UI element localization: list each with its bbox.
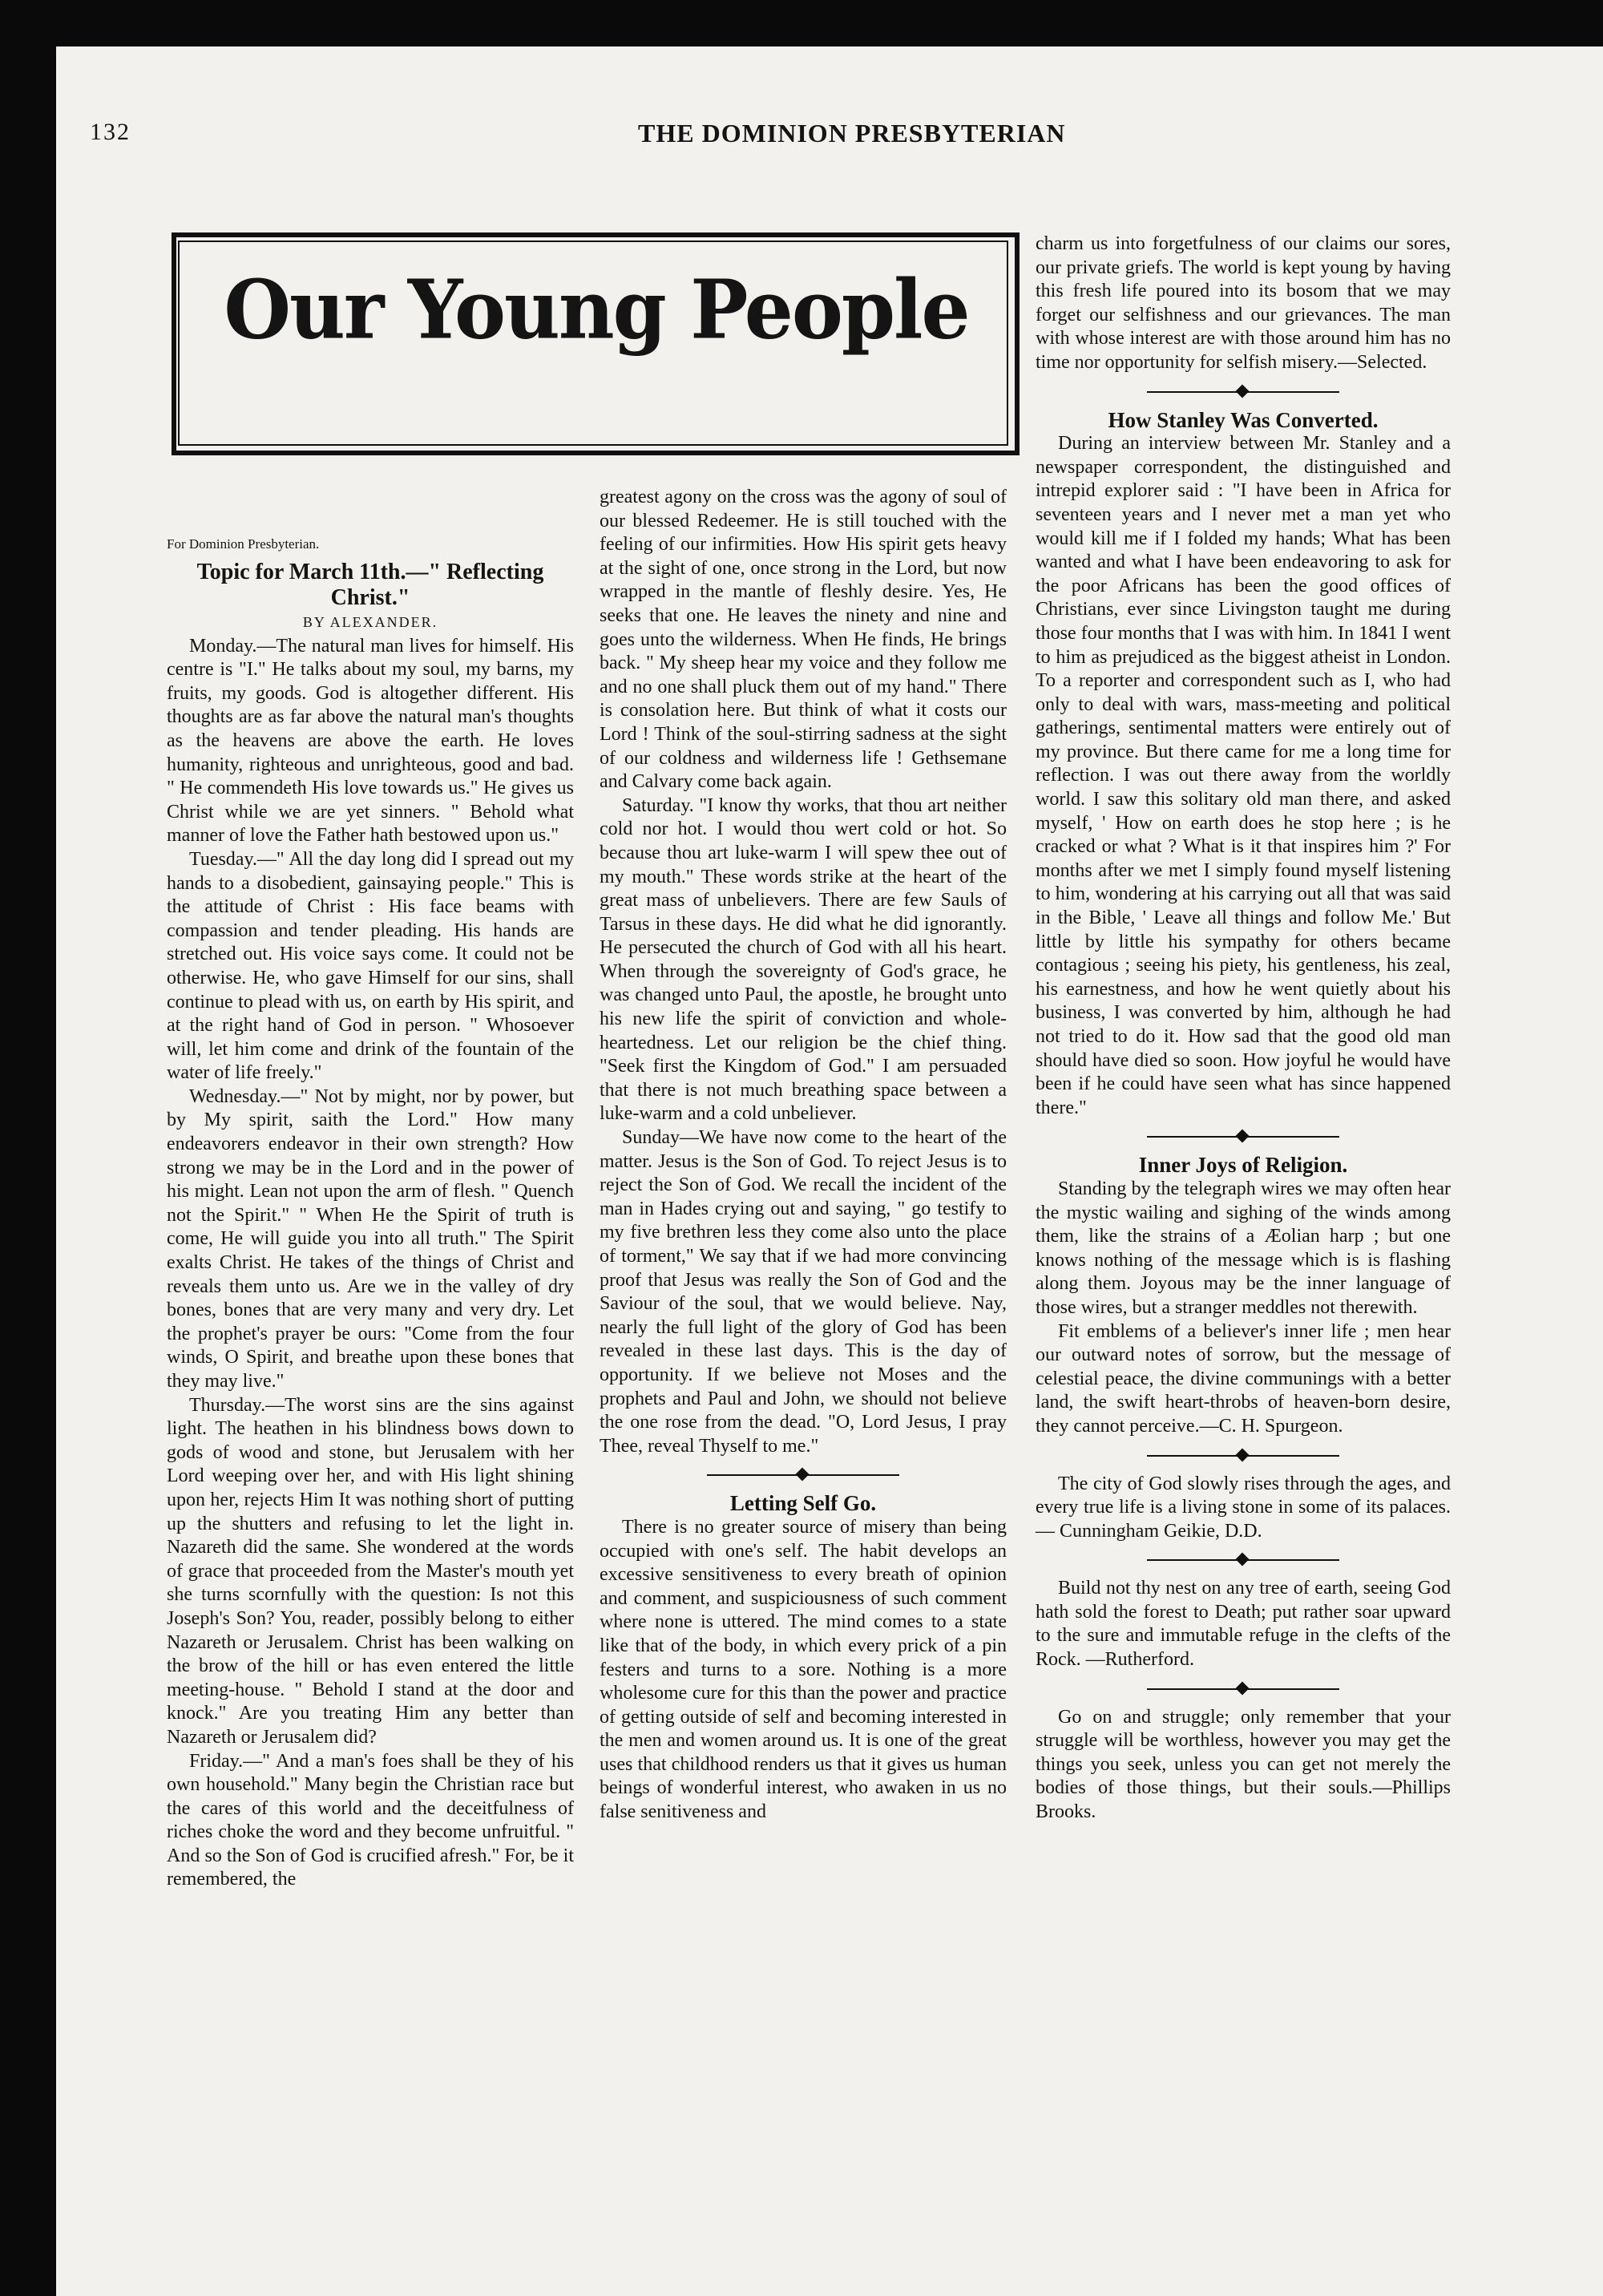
column-1 — [167, 536, 574, 1892]
paragraph-wednesday: Wednesday.—" Not by might, nor by power, but by My spirit, saith the Lord." How many endeavorers endeavor in their own strength? How strong we may be in the Lord and in the power of his might. Lean not upon the arm of flesh. " Quench not the Spirit." " When He the Spirit of truth is come, He will guide you into all truth." The Spirit exalts Christ. He takes of the things of Christ and reveals them unto us. Are we in the valley of dry bones, bones that are very many and very dry. Let the prophet's prayer be ours: "Come from the four winds, O Spirit, and breathe upon these bones that they may live." — [167, 1085, 574, 1392]
paragraph-letting-self-go: There is no greater source of misery than being occupied with one's self. The habit develops an excessive sensitiveness to every breath of opinion and comment, and suspiciousness of such comment where none is uttered. The mind comes to a state like that of the body, in which every prick of a pin festers and turns to a sore. Nothing is a more wholesome cure for this than the power and practice of getting outside of self and becoming interested in the men and women around us. It is one of the great uses that childhood renders us that it gives us human beings of wonderful interest, who awaken in us no false senitiveness and — [600, 1516, 1007, 1823]
paragraph-inner-joys-1: Standing by the telegraph wires we may often hear the mystic wailing and sighing of the winds among them, like the strains of a Æolian harp ; but one knows nothing of the message which is is flashing along them. Joyous may be the inner language of those wires, but a stranger meddles not therewith. — [1036, 1178, 1451, 1318]
paragraph-tuesday: Tuesday.—" All the day long did I spread out my hands to a disobedient, gainsaying people." This is the attitude of Christ : His face beams with compassion and tender pleading. His hands are stretched out. His voice says come. It could not be otherwise. He, who gave Himself for our sins, shall continue to plead with us, on earth by His spirit, and at the right hand of God in person. " Whosoever will, let him come and drink of the fountain of the water of life freely." — [167, 848, 574, 1084]
paragraph-continued: greatest agony on the cross was the agony of soul of our blessed Redeemer. He is still touched with the feeling of our infirmities. How His spirit gets heavy at the sight of one, once strong in the Lord, but now wrapped in the mantle of fleshly desire. Yes, He seeks that one. He leaves the ninety and nine and goes unto the wilderness. When He finds, He brings back. " My sheep hear my voice and they follow me and no one shall pluck them out of my hand." There is consolation here. But think of what it costs our Lord ! Think of the soul-stirring sadness at the sight of our coldness and wilderness life ! Gethsemane and Calvary come back again. — [600, 487, 1007, 793]
section-divider — [1147, 1551, 1339, 1569]
paragraph-friday: Friday.—" And a man's foes shall be they of his own household." Many begin the Christian race but the cares of this world and the deceitfulness of riches choke the word and they become unfruitful. " And so the Son of God is crucified afresh." For, be it remembered, the — [167, 1750, 574, 1890]
paragraph-continued-selected: charm us into forgetfulness of our claims our sores, our private griefs. The world is kept young by having this fresh life poured into its bosom that we may forget our selfishness and our grievances. The man with whose interest are with those around him has no time nor opportunity for selfish misery.—Selected. — [1036, 233, 1451, 373]
topic-heading: Topic for March 11th.—" Reflecting Christ." — [196, 560, 544, 610]
paragraph-saturday: Saturday. "I know thy works, that thou art neither cold nor hot. I would thou wert cold or hot. So because thou art luke-warm I will spew thee out of my mouth." These words strike at the heart of the great mass of unbelievers. There are few Sauls of Tarsus in these days. He did what he did ignorantly. He persecuted the church of God with all his heart. When through the sovereignty of God's grace, he was changed unto Paul, the apostle, he brought unto his new life the spirit of conviction and whole-heartedness. Let our religion be the chief thing. "Seek first the Kingdom of God." I am persuaded that there is not much breathing space between a luke-warm and a cold unbeliever. — [600, 794, 1007, 1125]
paragraph-sunday: Sunday—We have now come to the heart of the matter. Jesus is the Son of God. To reject Jesus is to reject the Son of God. We recall the incident of the man in Hades crying out and saying, " go testify to my five brethren less they come also unto the place of torment," We say that if we had more convincing proof that Jesus was really the Son of God and the Saviour of the soul, that we would believe. Nay, nearly the full light of the glory of God has been revealed in these last days. This is the day of opportunity. If we believe not Moses and the prophets and Paul and John, we should not believe the one rose from the dead. "O, Lord Jesus, I pray Thee, reveal Thyself to me." — [600, 1127, 1007, 1457]
column-3 — [1036, 232, 1451, 1825]
section-divider — [1147, 1128, 1339, 1146]
heading-inner-joys: Inner Joys of Religion. — [1138, 1153, 1348, 1178]
paragraph-stanley: During an interview between Mr. Stanley and a newspaper correspondent, the distinguished and intrepid explorer said : "I have been in Africa for seventeen years and I never met a man yet who would kill me if I folded my hands; What has been wanted and what I have been endeavoring to ask for the poor Africans has been the good offices of Christians, ever since Livingston taught me during those four months that I was with him. In 1841 I went to him as prejudiced as the biggest atheist in London. To a reporter and correspondent such as I, who had only to deal with wars, mass-meeting and political gatherings, sentimental matters were entirely out of my province. But there came for me a long time for reflection. I was out there away from the worldly world. I saw this solitary old man there, and asked myself, ' How on earth does he stop here ; is he cracked or what ? What is it that inspires him ?' For months after we met I simply found myself listening to him, wondering at his carrying out all that was said in the Bible, ' Leave all things and follow Me.' But little by little his sympathy for others became contagious ; seeing his piety, his gentleness, his zeal, his earnestness, and how he went quietly about his business, I was converted by him, although he had not tried to do it. How sad that the good old man should have died so soon. How joyful he would have been if he could have seen what has since happened there." — [1036, 433, 1451, 1118]
heading-stanley: How Stanley Was Converted. — [1108, 407, 1379, 432]
byline: BY ALEXANDER. — [302, 614, 438, 630]
section-divider — [1147, 1680, 1339, 1698]
publication-title: THE DOMINION PRESBYTERIAN — [638, 119, 1066, 148]
page-number: 132 — [90, 119, 131, 145]
paragraph-geikie: The city of God slowly rises through the ages, and every true life is a living stone in some of its palaces.— Cunningham Geikie, D.D. — [1036, 1473, 1451, 1542]
column-2 — [600, 486, 1007, 1825]
heading-letting-self-go: Letting Self Go. — [729, 1491, 877, 1516]
paragraph-monday: Monday.—The natural man lives for himself. His centre is "I." He talks about my soul, my barns, my fruits, my goods. God is altogether different. His thoughts are as far above the natural man's thoughts as the heavens are above the earth. He loves humanity, righteous and unrighteous, good and bad. " He commendeth His love towards us." He gives us Christ while we are yet sinners. " Behold what manner of love the Father hath bestowed upon us." — [167, 635, 574, 847]
paragraph-rutherford: Build not thy nest on any tree of earth, seeing God hath sold the forest to Death; put rather soar upward to the sure and immutable refuge in the clefts of the Rock. —Rutherford. — [1036, 1578, 1451, 1671]
section-divider — [1147, 1447, 1339, 1465]
section-divider — [1147, 383, 1339, 401]
credit-line: For Dominion Presbyterian. — [167, 536, 320, 552]
paragraph-inner-joys-2: Fit emblems of a believer's inner life ; men hear our outward notes of sorrow, but the message of celestial peace, the divine communings with a better land, the swift heart-throbs of heaven-born desire, they cannot perceive.—C. H. Spurgeon. — [1036, 1320, 1451, 1437]
paragraph-thursday: Thursday.—The worst sins are the sins against light. The heathen in his blindness bows down to gods of wood and stone, but Jerusalem with her Lord weeping over her, and with His light shining upon her, rejects Him It was nothing short of putting up the shutters and refusing to let the light in. Nazareth did the same. She wondered at the words of grace that proceeded from the Master's mouth yet she turns scornfully with the question: Is not this Joseph's Son? You, reader, possibly belong to either Nazareth or Jerusalem. Christ has been walking on the brow of the hill or has even entered the little meeting-house. " Behold I stand at the door and knock." Are you treating Him any better than Nazareth or Jerusalem did? — [167, 1394, 574, 1748]
paragraph-brooks: Go on and struggle; only remember that your struggle will be worthless, however you may get the things you seek, unless you can get not merely the bodies of those things, but their souls.—Phillips Brooks. — [1036, 1706, 1451, 1823]
banner-title: Our Young People — [224, 262, 969, 358]
section-divider — [707, 1466, 899, 1484]
